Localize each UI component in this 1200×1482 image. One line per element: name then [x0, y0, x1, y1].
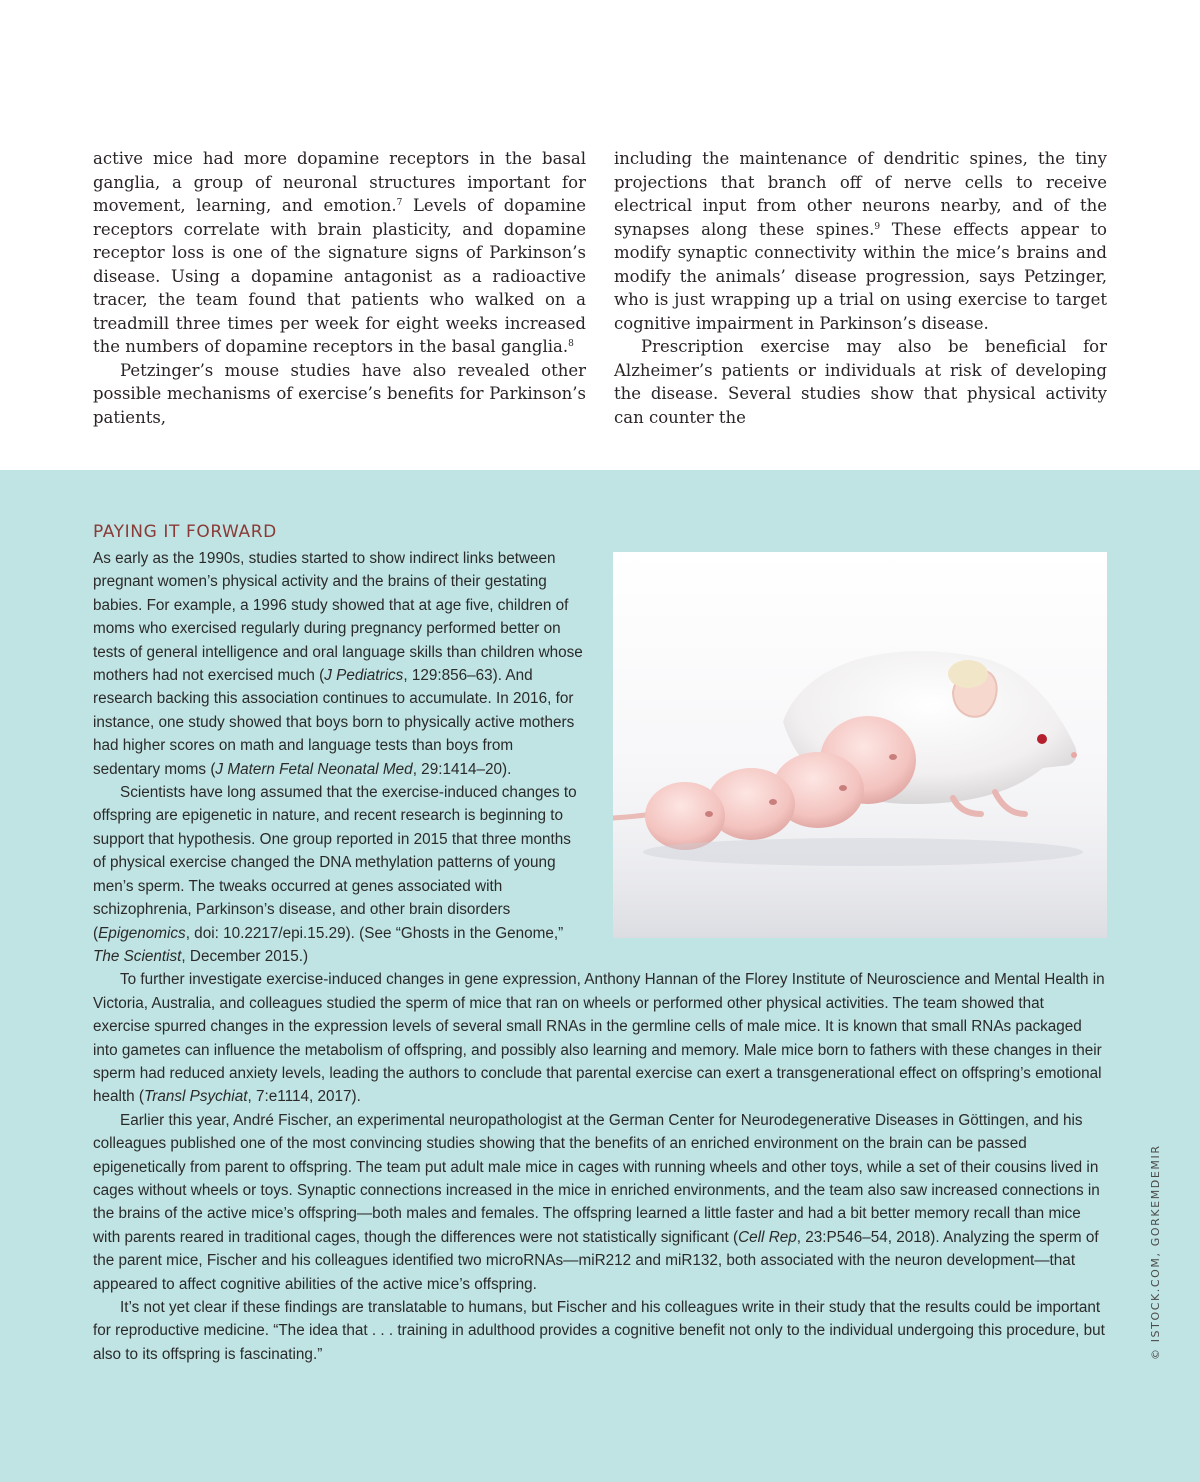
paragraph	[93, 359, 586, 430]
paragraph	[93, 1109, 1105, 1296]
text-run: Earlier this year, André Fischer, an experimental neuropathologist at the German Center for Neurodegenerative Diseases in Göttingen, and his colleagues published one of the most convincing studies showing that the benefits of an enriched environment on the brain can be passed epigenetically from parent to offspring. The team put adult male mice in cages with running wheels and other toys, while a set of their cousins lived in cages without wheels or toys. Synaptic connections increased in the mice in enriched environments, and the team also saw increased connections in the brains of the active mice’s offspring—both males and females. The offspring learned a little faster and had a bit better memory recall than mice with parents reared in traditional cages, though the differences were not statistically significant (	[93, 1111, 1100, 1246]
journal-title: Cell Rep	[738, 1228, 797, 1246]
text-run: Petzinger’s mouse studies have also revealed other possible mechanisms of exercise’s benefits for Parkinson’s patients,	[93, 360, 586, 427]
paragraph	[93, 968, 1105, 1108]
sidebar-narrow-text	[93, 547, 583, 968]
paragraph	[93, 147, 586, 359]
reference-number: 8	[568, 339, 574, 349]
paragraph	[93, 547, 583, 781]
paragraph	[93, 1296, 1105, 1366]
journal-title: J Pediatrics	[324, 667, 404, 685]
text-run: , 29:1414–20).	[412, 760, 512, 778]
text-run: Levels of dopamine receptors correlate with brain plasticity, and dopamine receptor loss is one of the signature signs of Parkinson’s disease. Using a dopamine antagonist as a radioactive tracer, the team found that patients who walked on a treadmill three times per week for eight weeks increased the numbers of dopamine receptors in the basal ganglia.	[93, 196, 586, 356]
article-column-left	[93, 147, 586, 429]
sidebar-paying-it-forward	[0, 470, 1200, 1482]
text-run: , 7:e1114, 2017).	[247, 1088, 361, 1106]
sidebar-title: PAYING IT FORWARD	[93, 522, 277, 542]
text-run: active mice had more dopamine receptors in the basal ganglia, a group of neuronal structures important for movement, learning, and emotion.	[93, 149, 586, 215]
text-run: To further investigate exercise-induced changes in gene expression, Anthony Hannan of the Florey Institute of Neuroscience and Mental Health in Victoria, Australia, and colleagues studied the sperm of mice that ran on wheels or performed other physical activities. The team showed that exercise spurred changes in the expression levels of several small RNAs in the germline cells of male mice. It is known that small RNAs packaged into gametes can influence the metabolism of offspring, and possibly also learning and memory. Male mice born to fathers with these changes in their sperm had reduced anxiety levels, leading the authors to conclude that parental exercise can exert a transgenerational effect on offspring’s emotional health (	[93, 971, 1105, 1106]
text-run: , 129:856–63). And research backing this association continues to accumulate. In 2016, for instance, one study showed that boys born to physically active mothers had higher scores on math and language tests than boys from sedentary moms (	[93, 667, 575, 778]
sidebar-wide-text	[93, 968, 1105, 1366]
sidebar-body	[93, 547, 1105, 1366]
journal-title: Epigenomics	[98, 924, 186, 942]
paragraph	[93, 781, 583, 968]
article-body	[93, 147, 1107, 429]
photo-credit: © ISTOCK.COM, GORKEMDEMIR	[1149, 1144, 1162, 1360]
text-run: Scientists have long assumed that the exercise-induced changes to offspring are epigenetic in nature, and recent research is beginning to support that hypothesis. One group reported in 2015 that three months of physical exercise changed the DNA methylation patterns of young men’s sperm. The tweaks occurred at genes associated with schizophrenia, Parkinson’s disease, and other brain disorders (	[93, 784, 577, 942]
article-column-right	[614, 147, 1107, 429]
paragraph	[614, 147, 1107, 335]
text-run: including the maintenance of dendritic spines, the tiny projections that branch off of nerve cells to receive electrical input from other neurons nearby, and of the synapses along these spines.	[614, 149, 1107, 239]
paragraph	[614, 335, 1107, 429]
journal-title: The Scientist	[93, 947, 182, 965]
text-run: These effects appear to modify synaptic connectivity within the mice’s brains and modify the animals’ disease progression, says Petzinger, who is just wrapping up a trial on using exercise to target cognitive impairment in Parkinson’s disease.	[614, 219, 1107, 333]
text-run: It’s not yet clear if these findings are translatable to humans, but Fischer and his colleagues write in their study that the results could be important for reproductive medicine. “The idea that . . . training in adulthood provides a cognitive benefit not only to the individual undergoing this procedure, but also to its offspring is fascinating.”	[93, 1299, 1105, 1363]
journal-title: Transl Psychiat	[144, 1088, 248, 1106]
text-run: Prescription exercise may also be beneficial for Alzheimer’s patients or individuals at risk of developing the disease. Several studies show that physical activity can counter the	[614, 337, 1107, 427]
text-run: , December 2015.)	[181, 947, 309, 965]
text-run: As early as the 1990s, studies started to show indirect links between pregnant women’s physical activity and the brains of their gestating babies. For example, a 1996 study showed that at age five, children of moms who exercised regularly during pregnancy performed better on tests of general intelligence and oral language skills than children whose mothers had not exercised much (	[93, 550, 583, 685]
journal-title: J Matern Fetal Neonatal Med	[215, 760, 413, 778]
reference-number: 9	[874, 221, 881, 232]
text-run: , doi: 10.2217/epi.15.29). (See “Ghosts in the Genome,”	[185, 924, 564, 942]
reference-number: 7	[396, 198, 403, 208]
text-run: , 23:P546–54, 2018). Analyzing the sperm of the parent mice, Fischer and his colleagues identified two microRNAs—miR212 and miR132, both associated with the neuron development—that appeared to affect cognitive abilities of the active mice’s offspring.	[93, 1228, 1099, 1293]
